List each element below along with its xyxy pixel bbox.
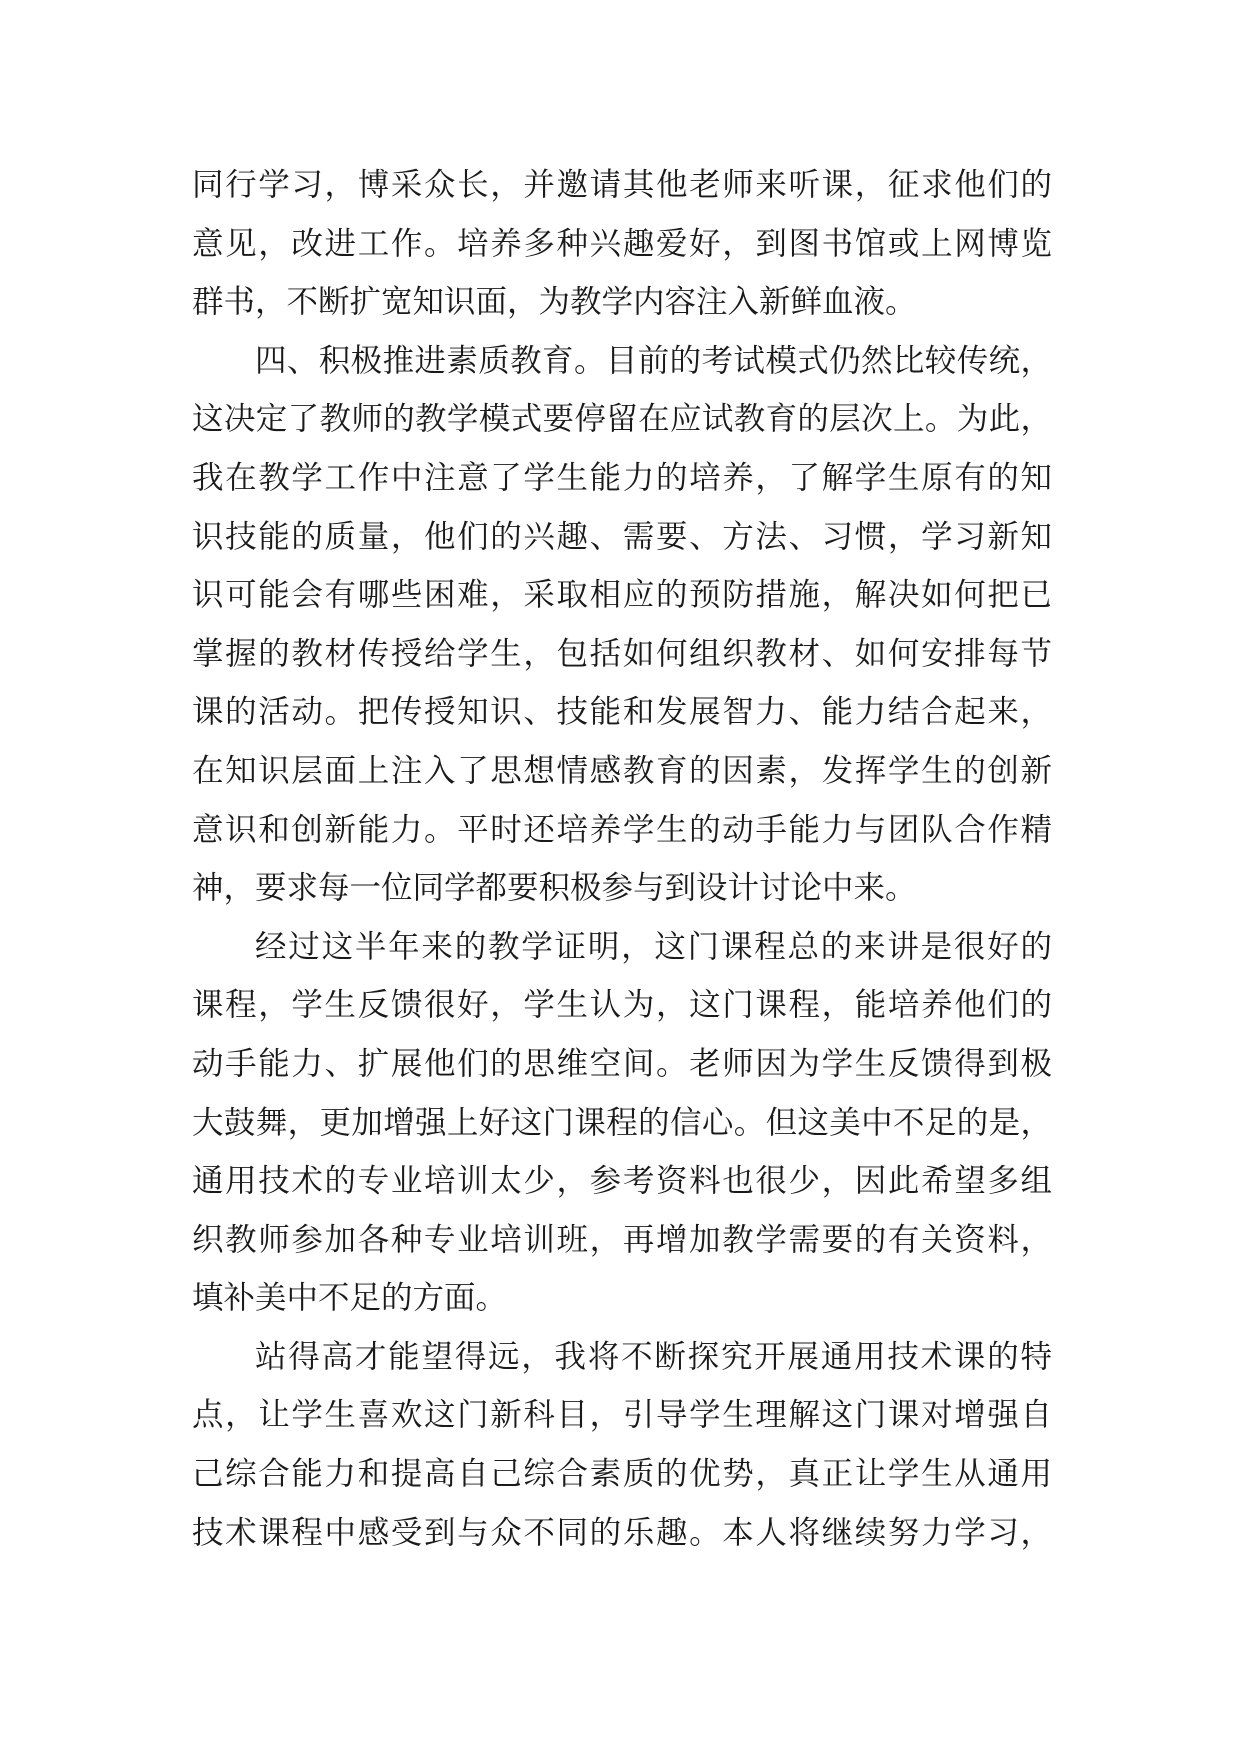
text-line: 点，让学生喜欢这门新科目，引导学生理解这门课对增强自 [192, 1397, 1052, 1434]
text-line: 通用技术的专业培训太少，参考资料也很少，因此希望多组 [192, 1163, 1052, 1200]
text-line: 己综合能力和提高自己综合素质的优势，真正让学生从通用 [192, 1456, 1052, 1493]
text-line: 识技能的质量，他们的兴趣、需要、方法、习惯，学习新知 [192, 518, 1052, 555]
text-line: 课程，学生反馈很好，学生认为，这门课程，能培养他们的 [192, 987, 1052, 1024]
text-line: 神，要求每一位同学都要积极参与到设计讨论中来。 [192, 870, 917, 907]
text-line: 这决定了教师的教学模式要停留在应试教育的层次上。为此， [192, 401, 1052, 438]
text-line: 课的活动。把传授知识、技能和发展智力、能力结合起来， [192, 694, 1052, 731]
text-line: 同行学习，博采众长，并邀请其他老师来听课，征求他们的 [192, 167, 1052, 203]
text-line: 技术课程中感受到与众不同的乐趣。本人将继续努力学习， [192, 1514, 1052, 1551]
text-line: 识可能会有哪些困难，采取相应的预防措施，解决如何把已 [192, 577, 1052, 614]
text-line: 填补美中不足的方面。 [192, 1280, 508, 1317]
text-line: 意识和创新能力。平时还培养学生的动手能力与团队合作精 [192, 811, 1052, 848]
text-line: 我在教学工作中注意了学生能力的培养，了解学生原有的知 [192, 459, 1052, 496]
document-body [192, 156, 1052, 1562]
text-line: 在知识层面上注入了思想情感教育的因素，发挥学生的创新 [192, 752, 1052, 789]
text-line: 织教师参加各种专业培训班，再增加教学需要的有关资料， [192, 1221, 1052, 1258]
text-line: 站得高才能望得远，我将不断探究开展通用技术课的特 [255, 1338, 1052, 1375]
text-line: 经过这半年来的教学证明，这门课程总的来讲是很好的 [255, 928, 1052, 965]
text-line: 群书，不断扩宽知识面，为教学内容注入新鲜血液。 [192, 284, 917, 321]
text-line: 动手能力、扩展他们的思维空间。老师因为学生反馈得到极 [192, 1045, 1052, 1082]
text-line: 意见，改进工作。培养多种兴趣爱好，到图书馆或上网博览 [192, 225, 1052, 262]
text-line: 掌握的教材传授给学生，包括如何组织教材、如何安排每节 [192, 635, 1052, 672]
text-line: 四、积极推进素质教育。目前的考试模式仍然比较传统， [255, 342, 1052, 379]
text-line: 大鼓舞，更加增强上好这门课程的信心。但这美中不足的是， [192, 1104, 1052, 1141]
